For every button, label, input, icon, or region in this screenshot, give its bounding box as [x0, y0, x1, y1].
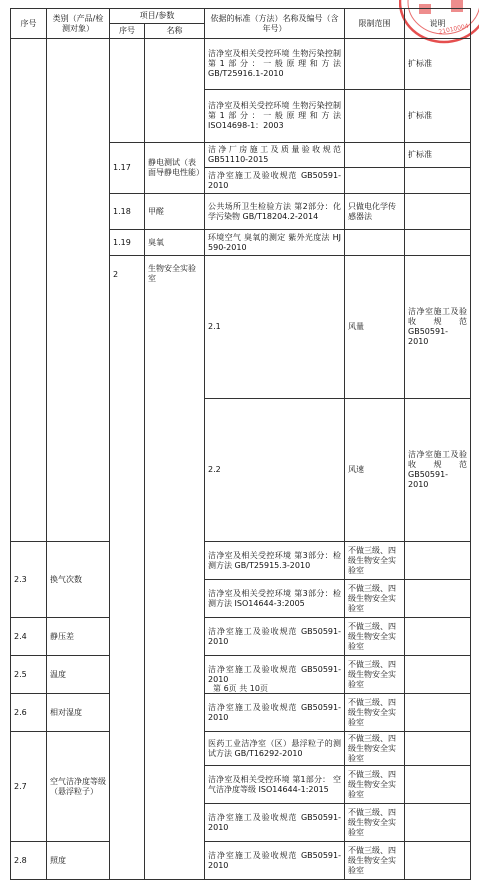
- standard-cell: 洁净室施工及验收规范 GB50591-2010: [205, 842, 345, 880]
- svg-text:21010004: 21010004: [437, 22, 470, 36]
- name-cell: 臭氧: [145, 230, 205, 256]
- no-cell: 2.2: [205, 399, 345, 542]
- remark-cell: [405, 694, 471, 732]
- table-row: [11, 39, 471, 90]
- remark-cell: [405, 194, 471, 230]
- limit-cell: 不做三级、四级生物安全实验室: [345, 656, 405, 694]
- standard-cell: 洁净室施工及验收规范 GB50591-2010: [405, 399, 471, 542]
- remark-cell: [405, 618, 471, 656]
- limit-cell: [345, 39, 405, 90]
- limit-cell: [345, 168, 405, 194]
- no-cell: 1.19: [110, 230, 145, 256]
- no-cell: 2.6: [11, 694, 47, 732]
- limit-cell: 不做三级、四级生物安全实验室: [345, 618, 405, 656]
- name-cell: 风速: [345, 399, 405, 542]
- remark-cell: 扩标准: [405, 143, 471, 168]
- header-name: 名称: [145, 24, 205, 39]
- name-cell: 静电测试（表面导静电性能）: [145, 143, 205, 194]
- standard-cell: 洁净室及相关受控环境 第3部分：检测方法 GB/T25915.3-2010: [205, 542, 345, 580]
- category-cell: 生物安全实验室: [145, 256, 205, 880]
- header-remark: 说明: [405, 9, 471, 39]
- standard-cell: 医药工业洁净室（区）悬浮粒子的测试方法 GB/T16292-2010: [205, 732, 345, 766]
- seq-cell: [11, 39, 47, 542]
- remark-cell: [405, 580, 471, 618]
- no-cell: 2.7: [11, 732, 47, 842]
- category-cell: [47, 39, 110, 542]
- standard-cell: 洁净室及相关受控环境 生物污染控制 第1部分：一般原理和方法GB/T25916.1-2010: [205, 39, 345, 90]
- remark-cell: 扩标准: [405, 90, 471, 143]
- seq-cell: 2: [110, 256, 145, 880]
- no-cell: 2.3: [11, 542, 47, 618]
- standard-cell: 环境空气 臭氧的测定 紫外光度法 HJ 590-2010: [205, 230, 345, 256]
- remark-cell: [405, 842, 471, 880]
- limit-cell: 不做三级、四级生物安全实验室: [345, 580, 405, 618]
- no-cell: 2.1: [205, 256, 345, 399]
- header-limit: 限制范围: [345, 9, 405, 39]
- header-item-param: 项目/参数: [110, 9, 205, 24]
- limit-cell: 不做三级、四级生物安全实验室: [345, 766, 405, 804]
- table-row: [11, 842, 471, 880]
- limit-cell: [345, 143, 405, 168]
- standard-cell: 洁净室施工及验收规范 GB50591-2010: [205, 656, 345, 694]
- remark-cell: 扩标准: [405, 39, 471, 90]
- header-sub-seq: 序号: [110, 24, 145, 39]
- name-cell: 换气次数: [47, 542, 110, 618]
- standard-cell: 洁净室施工及验收规范 GB50591-2010: [205, 618, 345, 656]
- name-cell: 照度: [47, 842, 110, 880]
- standard-cell: 洁净室施工及验收规范 GB50591-2010: [205, 168, 345, 194]
- table-row: [11, 694, 471, 732]
- standard-cell: 洁净室施工及验收规范 GB50591-2010: [405, 256, 471, 399]
- limit-cell: 不做三级、四级生物安全实验室: [345, 842, 405, 880]
- remark-cell: [405, 230, 471, 256]
- header-seq: 序号: [11, 9, 47, 39]
- no-cell: 2.5: [11, 656, 47, 694]
- name-cell: 风量: [345, 256, 405, 399]
- remark-cell: [405, 766, 471, 804]
- limit-cell: 只做电化学传感器法: [345, 194, 405, 230]
- remark-cell: [405, 168, 471, 194]
- header-standard: 依据的标准（方法）名称及编号（含年号）: [205, 9, 345, 39]
- standard-cell: 洁净室及相关受控环境 第1部分： 空气洁净度等级 ISO14644-1:2015: [205, 766, 345, 804]
- limit-cell: 不做三级、四级生物安全实验室: [345, 804, 405, 842]
- no-cell: [110, 39, 145, 143]
- limit-cell: [345, 90, 405, 143]
- standard-cell: 洁净室施工及验收规范 GB50591-2010: [205, 694, 345, 732]
- table-row: [11, 542, 471, 580]
- name-cell: 温度: [47, 656, 110, 694]
- limit-cell: 不做三级、四级生物安全实验室: [345, 694, 405, 732]
- standard-cell: 洁净厂房施工及质量验收规范 GB51110-2015: [205, 143, 345, 168]
- remark-cell: [405, 542, 471, 580]
- no-cell: 1.17: [110, 143, 145, 194]
- no-cell: 2.4: [11, 618, 47, 656]
- table-row: [11, 732, 471, 766]
- standard-cell: 洁净室及相关受控环境 第3部分：检测方法 ISO14644-3:2005: [205, 580, 345, 618]
- limit-cell: 不做三级、四级生物安全实验室: [345, 732, 405, 766]
- no-cell: 2.8: [11, 842, 47, 880]
- limit-cell: [345, 230, 405, 256]
- header-category: 类别（产品/检测对象）: [47, 9, 110, 39]
- standard-cell: 洁净室施工及验收规范 GB50591-2010: [205, 804, 345, 842]
- table-row: [11, 618, 471, 656]
- name-cell: 相对湿度: [47, 694, 110, 732]
- name-cell: 甲醛: [145, 194, 205, 230]
- limit-cell: 不做三级、四级生物安全实验室: [345, 542, 405, 580]
- remark-cell: [405, 732, 471, 766]
- standard-cell: 洁净室及相关受控环境 生物污染控制 第1部分：一般原理和方法 ISO14698-1：2003: [205, 90, 345, 143]
- remark-cell: [405, 804, 471, 842]
- name-cell: 静压差: [47, 618, 110, 656]
- no-cell: 1.18: [110, 194, 145, 230]
- name-cell: [145, 39, 205, 143]
- page-footer: 第 6页 共 10页: [213, 684, 268, 693]
- name-cell: 空气洁净度等级（悬浮粒子）: [47, 732, 110, 842]
- scope-table: [10, 8, 471, 880]
- standard-cell: 公共场所卫生检验方法 第2部分：化学污染物 GB/T18204.2-2014: [205, 194, 345, 230]
